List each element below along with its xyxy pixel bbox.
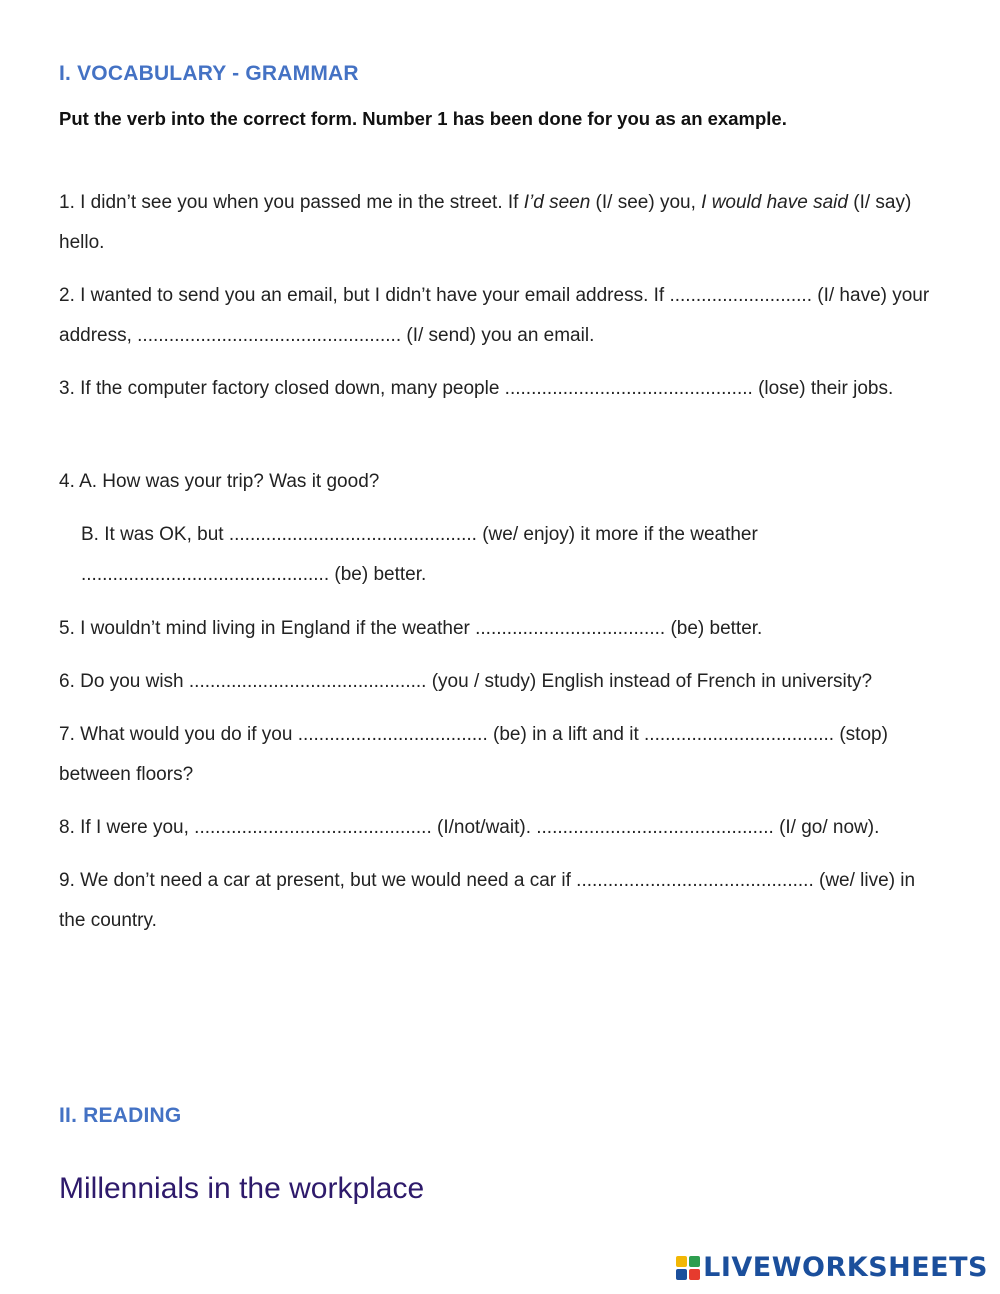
question-1-text-3: (I/ say) hello. — [59, 192, 912, 253]
instruction-text: Put the verb into the correct form. Number 1 has been done for you as an example. — [59, 108, 787, 129]
question-1-example-answer-2: I would have said — [701, 192, 848, 213]
liveworksheets-logo-icon — [676, 1256, 700, 1280]
section-heading-vocabulary-grammar: I. VOCABULARY - GRAMMAR — [59, 62, 359, 85]
reading-title: Millennials in the workplace — [59, 1172, 425, 1205]
liveworksheets-logo — [676, 1252, 988, 1283]
section-heading-reading: II. READING — [59, 1104, 182, 1127]
question-1-example-answer-1: I’d seen — [523, 192, 591, 213]
question-9: 9. We don’t need a car at present, but we would need a car if ............................................. (we/ live) in the country. — [59, 870, 916, 931]
question-4b: B. It was OK, but ............................................... (we/ enjoy) it more if the weather ............................................... (be) better. — [81, 524, 758, 585]
question-3: 3. If the computer factory closed down, many people ............................................... (lose) their jobs. — [59, 378, 894, 399]
question-7: 7. What would you do if you .................................... (be) in a lift and it .................................... (stop) between floors? — [59, 724, 888, 785]
liveworksheets-logo-text: LIVEWORKSHEETS — [703, 1252, 988, 1283]
question-1-text-2: (I/ see) you, — [590, 192, 702, 213]
question-6: 6. Do you wish ............................................. (you / study) English instead of French in university? — [59, 671, 873, 692]
question-1-text: 1. I didn’t see you when you passed me in the street. If — [59, 192, 524, 213]
question-5: 5. I wouldn’t mind living in England if the weather .................................... (be) better. — [59, 618, 763, 639]
question-4a: 4. A. How was your trip? Was it good? — [59, 471, 380, 492]
question-8: 8. If I were you, ............................................. (I/not/wait). ............................................. (I/ go/ now). — [59, 817, 880, 838]
question-2: 2. I wanted to send you an email, but I didn’t have your email address. If ........................... (I/ have) your address, .................................................. (I/ send) you an email. — [59, 285, 930, 346]
question-1 — [59, 183, 939, 263]
